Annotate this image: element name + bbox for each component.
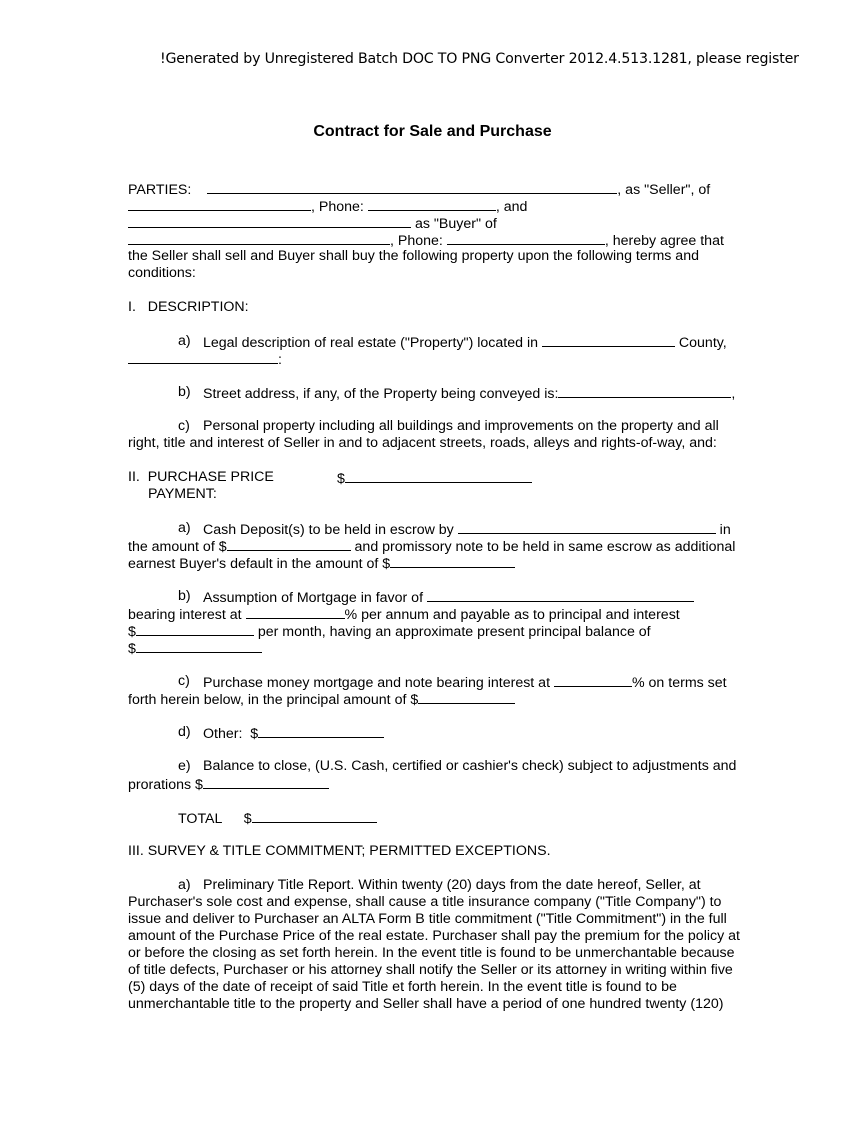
street-address-field[interactable] xyxy=(558,384,731,398)
agree-text: , hereby agree that xyxy=(604,233,724,249)
promissory-note-text: and promissory note to be held in same escrow as additional xyxy=(354,539,736,555)
survey-a-text: Preliminary Title Report. Within twenty (20) days from the date hereof, Seller, at xyxy=(203,877,701,893)
seller-phone-field[interactable] xyxy=(368,197,496,211)
colon: : xyxy=(278,352,282,368)
survey-line: of title defects, Purchaser or his attorney shall notify the Seller or its attorney in writing within five xyxy=(128,962,733,978)
pm-principal-field[interactable] xyxy=(418,690,515,704)
dollar-sign: $ xyxy=(337,471,345,487)
description-heading: I. DESCRIPTION: xyxy=(128,299,249,315)
other-label: Other: $ xyxy=(203,726,259,742)
survey-line: (5) days of the date of receipt of said Title et forth herein. In the event title is found to be xyxy=(128,979,677,995)
per-annum-text: % per annum and payable as to principal and interest xyxy=(344,607,680,623)
prorations-label: prorations $ xyxy=(128,777,203,793)
escrow-agent-field[interactable] xyxy=(458,520,716,534)
deposit-amount-label: the amount of $ xyxy=(128,539,227,555)
item-marker: a) xyxy=(178,520,191,536)
monthly-payment-field[interactable] xyxy=(136,622,254,636)
purchase-price-field[interactable] xyxy=(345,469,532,483)
description-b-text: Street address, if any, of the Property being conveyed is: xyxy=(203,386,559,402)
legal-description-field[interactable] xyxy=(128,350,278,364)
county-field[interactable] xyxy=(542,333,675,347)
mortgage-favor-label: Assumption of Mortgage in favor of xyxy=(203,590,424,606)
dollar-sign: $ xyxy=(243,811,252,827)
seller-address-field[interactable] xyxy=(128,197,311,211)
item-marker: c) xyxy=(178,418,190,434)
total-row xyxy=(178,809,377,828)
interest-rate-field[interactable] xyxy=(246,605,345,619)
buyer-phone-field[interactable] xyxy=(447,231,605,245)
mortgagee-field[interactable] xyxy=(427,588,694,602)
terms-text: % on terms set xyxy=(631,675,727,691)
item-marker: e) xyxy=(178,758,191,774)
purchase-e-line-2 xyxy=(128,775,329,794)
default-amount-field[interactable] xyxy=(390,554,515,568)
buyer-address-field[interactable] xyxy=(128,231,390,245)
comma: , xyxy=(731,386,736,402)
in-text: in xyxy=(719,522,731,538)
survey-heading: III. SURVEY & TITLE COMMITMENT; PERMITTED EXCEPTIONS. xyxy=(128,843,551,859)
purchase-d-text-row xyxy=(203,724,384,743)
purchase-price-row xyxy=(337,469,532,488)
survey-line: unmerchantable title to the property and Seller shall have a period of one hundred twenty (120) xyxy=(128,996,724,1012)
survey-line: Purchaser's sole cost and expense, shall cause a title insurance company ("Title Company") to xyxy=(128,894,722,910)
item-marker: c) xyxy=(178,673,190,689)
survey-line: amount of the Purchase Price of the real estate. Purchaser shall pay the premium for the policy at xyxy=(128,928,740,944)
buyer-phone-label: , Phone: xyxy=(390,233,443,249)
principal-amount-label: forth herein below, in the principal amount of $ xyxy=(128,692,419,708)
prorations-field[interactable] xyxy=(203,775,329,789)
survey-line: issue and deliver to Purchaser an ALTA Form B title commitment ("Title Commitment") in the full xyxy=(128,911,727,927)
buyer-suffix: as "Buyer" of xyxy=(411,216,497,232)
payment-label: PAYMENT: xyxy=(148,486,217,502)
purchase-heading: II. PURCHASE PRICE xyxy=(128,469,274,485)
description-c-line-2: right, title and interest of Seller in and to adjacent streets, roads, alleys and rights-of-way, and: xyxy=(128,435,717,451)
dollar-sign: $ xyxy=(128,624,136,640)
description-c-text: Personal property including all buildings and improvements on the property and all xyxy=(203,418,719,434)
default-amount-label: earnest Buyer's default in the amount of $ xyxy=(128,556,391,572)
total-label: TOTAL xyxy=(178,811,222,827)
balance-text: Balance to close, (U.S. Cash, certified or cashier's check) subject to adjustments and xyxy=(203,758,737,774)
seller-phone-label: , Phone: xyxy=(311,199,364,215)
interest-label: bearing interest at xyxy=(128,607,242,623)
pm-mortgage-label: Purchase money mortgage and note bearing interest at xyxy=(203,675,551,691)
item-marker: a) xyxy=(178,333,191,349)
county-label: County, xyxy=(678,335,727,351)
parties-label: PARTIES: xyxy=(128,182,192,198)
buyer-name-field[interactable] xyxy=(128,214,411,228)
parties-line-5: the Seller shall sell and Buyer shall buy the following property upon the following terms and xyxy=(128,248,699,264)
seller-suffix: , as "Seller", of xyxy=(617,182,711,198)
pm-interest-rate-field[interactable] xyxy=(554,673,632,687)
description-a-line-2 xyxy=(128,350,282,369)
item-marker: d) xyxy=(178,724,191,740)
seller-name-field[interactable] xyxy=(207,180,617,194)
deposit-amount-field[interactable] xyxy=(227,537,351,551)
description-a-text: Legal description of real estate ("Property") located in xyxy=(203,335,538,351)
item-marker: b) xyxy=(178,588,191,604)
document-title: Contract for Sale and Purchase xyxy=(313,123,552,140)
description-b-text-row xyxy=(203,384,735,403)
total-field[interactable] xyxy=(252,809,377,823)
dollar-sign: $ xyxy=(128,641,136,657)
item-marker: a) xyxy=(178,877,191,893)
converter-watermark: !Generated by Unregistered Batch DOC TO PNG Converter 2012.4.513.1281, please register xyxy=(160,51,799,67)
monthly-text: per month, having an approximate present principal balance of xyxy=(257,624,651,640)
principal-balance-field[interactable] xyxy=(136,639,262,653)
survey-line: or before the closing as set forth herein. In the event title is found to be unmerchantable because xyxy=(128,945,735,961)
parties-line-6: conditions: xyxy=(128,265,196,281)
other-amount-field[interactable] xyxy=(258,724,384,738)
purchase-a-line-3 xyxy=(128,554,515,573)
purchase-c-line-2 xyxy=(128,690,515,709)
and-text: , and xyxy=(495,199,528,215)
purchase-b-line-4 xyxy=(128,639,262,658)
escrow-label: Cash Deposit(s) to be held in escrow by xyxy=(203,522,454,538)
item-marker: b) xyxy=(178,384,191,400)
